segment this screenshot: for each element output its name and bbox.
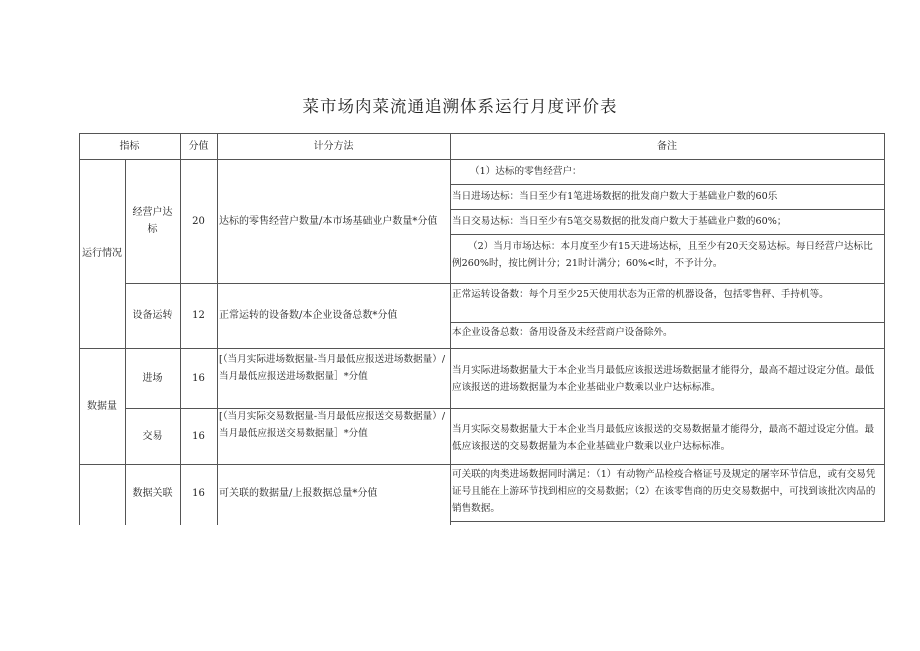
- indicator-label: 交易: [142, 430, 163, 442]
- remark-text: 当月实际进场数据量大于本企业当月最低应该报送进场数据量才能得分，最高不超过设定分值。最低应该报送的进场数据量为本企业基础业户数乘以业户达标标准。: [452, 365, 875, 393]
- score-value: 20: [192, 215, 205, 227]
- remark-text: 本企业设备总数：备用设备及未经营商户设备除外。: [452, 327, 673, 338]
- indicator-label: 进场: [142, 372, 163, 384]
- indicator-label: 数据关联: [132, 487, 173, 499]
- remark-text: 可关联的肉类进场数据同时满足：（1）有动物产品检疫合格证号及规定的屠宰环节信息，或有交易凭证号且能在上游环节找到相应的交易数据；（2）在该零售商的历史交易数据中，可找到该批次肉品的销售数据。: [452, 469, 876, 514]
- remark-text: （2）当月市场达标：本月度至少有15天进场达标，且至少有20天交易达标。每日经营户达标比例260%时，按比例计分；21时计满分；60%<时，不予计分。: [452, 241, 873, 269]
- indicator-label: 设备运转: [132, 310, 173, 321]
- remark-divider: [450, 234, 884, 235]
- column-divider: [450, 133, 451, 525]
- group-label: 数据量: [87, 400, 117, 412]
- remark-text: 当日交易达标：当日至少有5笔交易数据的批发商户数大于基础业户数的60%；: [452, 216, 787, 227]
- score-value: 16: [192, 430, 205, 442]
- remark-bottom-border: [450, 521, 884, 522]
- header-indicator: 指标: [119, 140, 140, 152]
- method-text: 达标的零售经营户数量/本市场基础业户数量*分值: [219, 215, 438, 227]
- page-title: 菜市场肉菜流通追溯体系运行月度评价表: [302, 97, 618, 116]
- remark-divider: [450, 184, 884, 185]
- remark-divider: [450, 322, 884, 323]
- score-value: 16: [192, 487, 205, 499]
- header-score: 分值: [188, 140, 209, 152]
- table-right-border: [884, 133, 885, 522]
- method-text: [（当月实际交易数据量-当月最低应报送交易数据量）/当月最低应报送交易数据量］*分值: [219, 411, 446, 439]
- method-text: [（当月实际进场数据量-当月最低应报送进场数据量）/当月最低应报送进场数据量］*分值: [219, 354, 446, 382]
- remark-text: 当月实际交易数据量大于本企业当月最低应该报送的交易数据量才能得分，最高不超过设定分值。最低应该报送的交易数据量为本企业基础业户数乘以业户达标标准。: [452, 424, 875, 452]
- score-value: 16: [192, 372, 205, 384]
- header-method: 计分方法: [313, 140, 354, 152]
- remark-text: 正常运转设备数：每个月至少25天使用状态为正常的机器设备，包括零售秤、手持机等。: [452, 289, 829, 300]
- method-text: 正常运转的设备数/本企业设备总数*分值: [219, 310, 398, 321]
- score-value: 12: [192, 310, 205, 321]
- group-label: 运行情况: [82, 248, 122, 259]
- header-remark: 备注: [657, 140, 677, 152]
- method-text: 可关联的数据量/上报数据总量*分值: [219, 487, 378, 499]
- remark-divider: [450, 209, 884, 210]
- remark-text: （1）达标的零售经营户：: [470, 166, 582, 177]
- remark-text: 当日进场达标：当日至少有1笔进场数据的批发商户数大于基础业户数的60乐: [452, 191, 778, 202]
- indicator-label: 经营户达标: [132, 207, 173, 235]
